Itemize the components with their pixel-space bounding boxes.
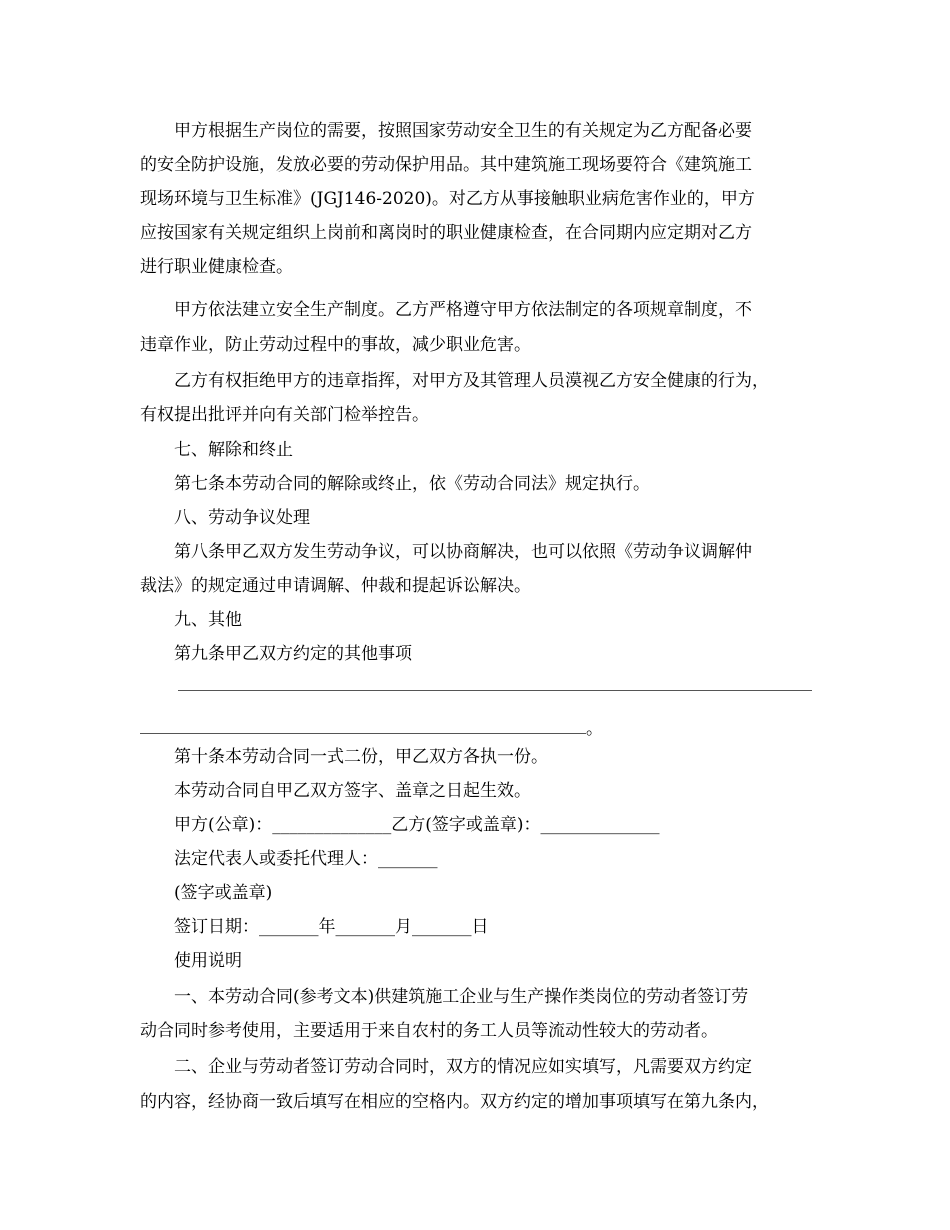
- usage-notes-title: 使用说明: [174, 951, 242, 971]
- blank-fill-line-2[interactable]: [140, 733, 586, 734]
- usage-note-2-line-2: 的内容，经协商一致后填写在相应的空格内。双方约定的增加事项填写在第九条内，: [140, 1092, 769, 1112]
- para-safety-line-3: 现场环境与卫生标准》(JGJ146-2020)。对乙方从事接触职业病危害作业的，甲方: [140, 189, 755, 209]
- usage-note-1-line-2: 动合同时参考使用，主要适用于来自农村的务工人员等流动性较大的劳动者。: [140, 1021, 718, 1041]
- effective-clause: 本劳动合同自甲乙双方签字、盖章之日起生效。: [174, 781, 531, 801]
- article-8-line-2: 裁法》的规定通过申请调解、仲裁和提起诉讼解决。: [140, 576, 531, 596]
- section-heading-8: 八、劳动争议处理: [174, 508, 310, 528]
- article-10: 第十条本劳动合同一式二份，甲乙双方各执一份。: [174, 747, 548, 767]
- representative-line[interactable]: 法定代表人或委托代理人：_______: [174, 849, 438, 869]
- para-rules-line-1: 甲方依法建立安全生产制度。乙方严格遵守甲方依法制定的各项规章制度，不: [174, 300, 752, 320]
- para-rules-line-2: 违章作业，防止劳动过程中的事故，减少职业危害。: [140, 335, 531, 355]
- signing-date-line[interactable]: 签订日期：_______年_______月_______日: [174, 917, 489, 937]
- article-7: 第七条本劳动合同的解除或终止，依《劳动合同法》规定执行。: [174, 474, 650, 494]
- blank-fill-line-1[interactable]: [178, 690, 812, 691]
- usage-note-1-line-1: 一、本劳动合同(参考文本)供建筑施工企业与生产操作类岗位的劳动者签订劳: [174, 987, 749, 1007]
- para-safety-line-4: 应按国家有关规定组织上岗前和离岗时的职业健康检查，在合同期内应定期对乙方: [140, 223, 752, 243]
- seal-note: (签字或盖章): [174, 883, 273, 903]
- article-9-period: 。: [586, 719, 603, 739]
- article-9: 第九条甲乙双方约定的其他事项: [174, 644, 412, 664]
- section-heading-9: 九、其他: [174, 610, 242, 630]
- usage-note-2-line-1: 二、企业与劳动者签订劳动合同时，双方的情况应如实填写，凡需要双方约定: [174, 1057, 752, 1077]
- para-refuse-line-2: 有权提出批评并向有关部门检举控告。: [140, 405, 429, 425]
- para-refuse-line-1: 乙方有权拒绝甲方的违章指挥，对甲方及其管理人员漠视乙方安全健康的行为，: [174, 371, 769, 391]
- signature-line[interactable]: 甲方(公章)：______________乙方(签字或盖章)：______________: [174, 815, 660, 835]
- section-heading-7: 七、解除和终止: [174, 440, 293, 460]
- para-safety-line-2: 的安全防护设施，发放必要的劳动保护用品。其中建筑施工现场要符合《建筑施工: [140, 155, 752, 175]
- para-safety-line-5: 进行职业健康检查。: [140, 257, 293, 277]
- article-8-line-1: 第八条甲乙双方发生劳动争议，可以协商解决，也可以依照《劳动争议调解仲: [174, 542, 752, 562]
- para-safety-line-1: 甲方根据生产岗位的需要，按照国家劳动安全卫生的有关规定为乙方配备必要: [174, 121, 752, 141]
